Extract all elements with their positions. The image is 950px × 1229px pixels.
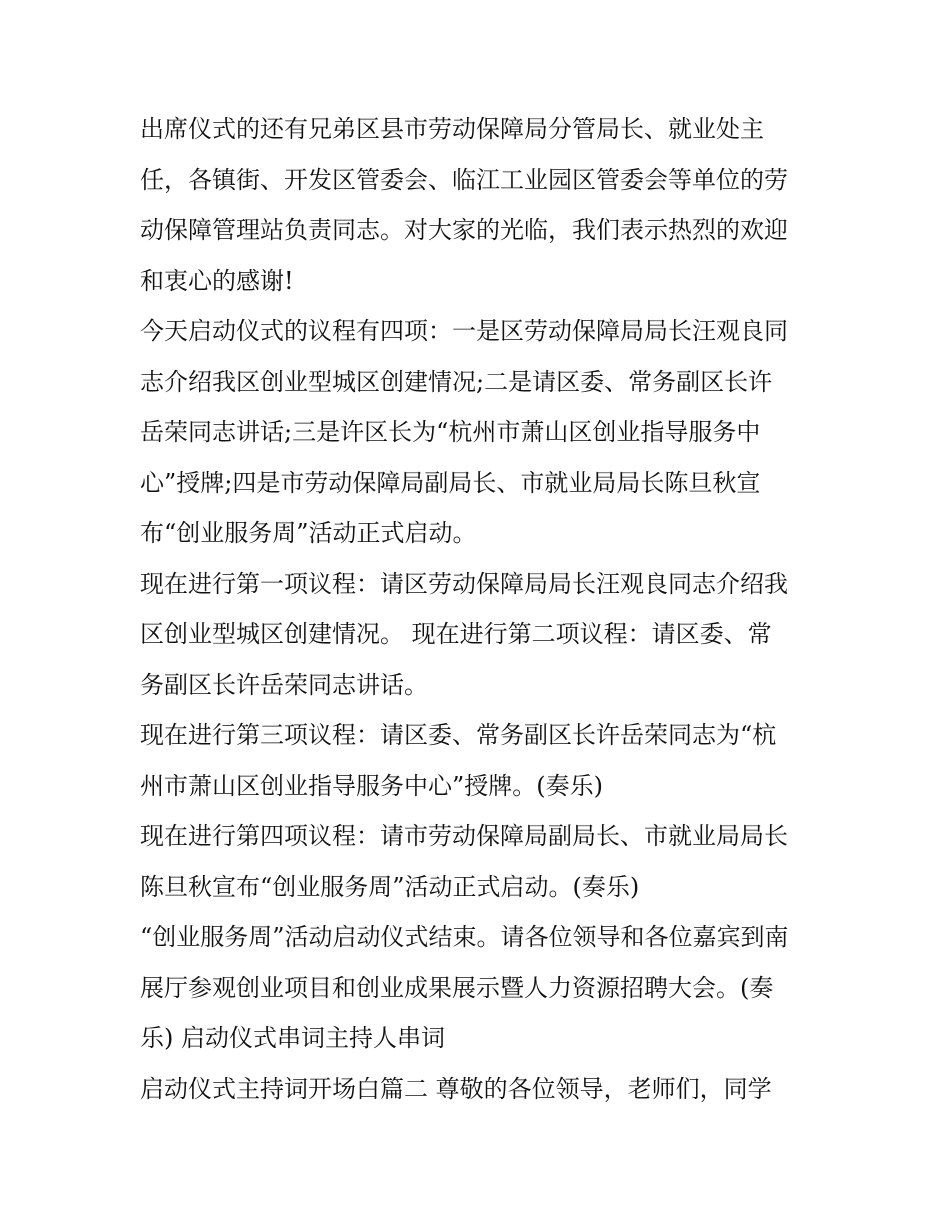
text-line: 州市萧山区创业指导服务中心”授牌。(奏乐) [140, 771, 603, 800]
text-line: 志介绍我区创业型城区创建情况;二是请区委、常务副区长许 [140, 367, 773, 396]
document-body [140, 104, 820, 1114]
text-line: 出席仪式的还有兄弟区县市劳动保障局分管局长、就业处主 [140, 115, 764, 143]
text-line: 现在进行第一项议程：请区劳动保障局局长汪观良同志介绍我 [140, 569, 788, 598]
text-line: 区创业型城区创建情况。 现在进行第二项议程：请区委、常 [140, 620, 772, 648]
text-line: 现在进行第三项议程：请区委、常务副区长许岳荣同志为“杭 [140, 721, 777, 749]
text-line: 岳荣同志讲话;三是许区长为“杭州市萧山区创业指导服务中 [140, 418, 761, 446]
text-line: 布“创业服务周”活动正式启动。 [140, 519, 477, 547]
text-line: 任，各镇街、开发区管委会、临江工业园区管委会等单位的劳 [140, 165, 788, 194]
text-line: 乐) 启动仪式串词主持人串词 [140, 1024, 445, 1052]
text-line: 动保障管理站负责同志。对大家的光临，我们表示热烈的欢迎 [140, 216, 788, 244]
text-line: 和衷心的感谢! [140, 266, 294, 295]
text-line: “创业服务周”活动启动仪式结束。请各位领导和各位嘉宾到南 [140, 923, 789, 951]
text-line: 陈旦秋宣布“创业服务周”活动正式启动。(奏乐) [140, 872, 640, 901]
text-line: 展厅参观创业项目和创业成果展示暨人力资源招聘大会。(奏 [140, 973, 774, 1002]
text-line: 今天启动仪式的议程有四项：一是区劳动保障局局长汪观良同 [140, 317, 788, 345]
text-line: 心”授牌;四是市劳动保障局副局长、市就业局局长陈旦秋宣 [140, 468, 761, 497]
text-line: 现在进行第四项议程：请市劳动保障局副局长、市就业局局长 [140, 822, 788, 850]
text-line: 启动仪式主持词开场白篇二 尊敬的各位领导，老师们，同学 [140, 1074, 772, 1103]
text-line: 务副区长许岳荣同志讲话。 [140, 670, 428, 699]
